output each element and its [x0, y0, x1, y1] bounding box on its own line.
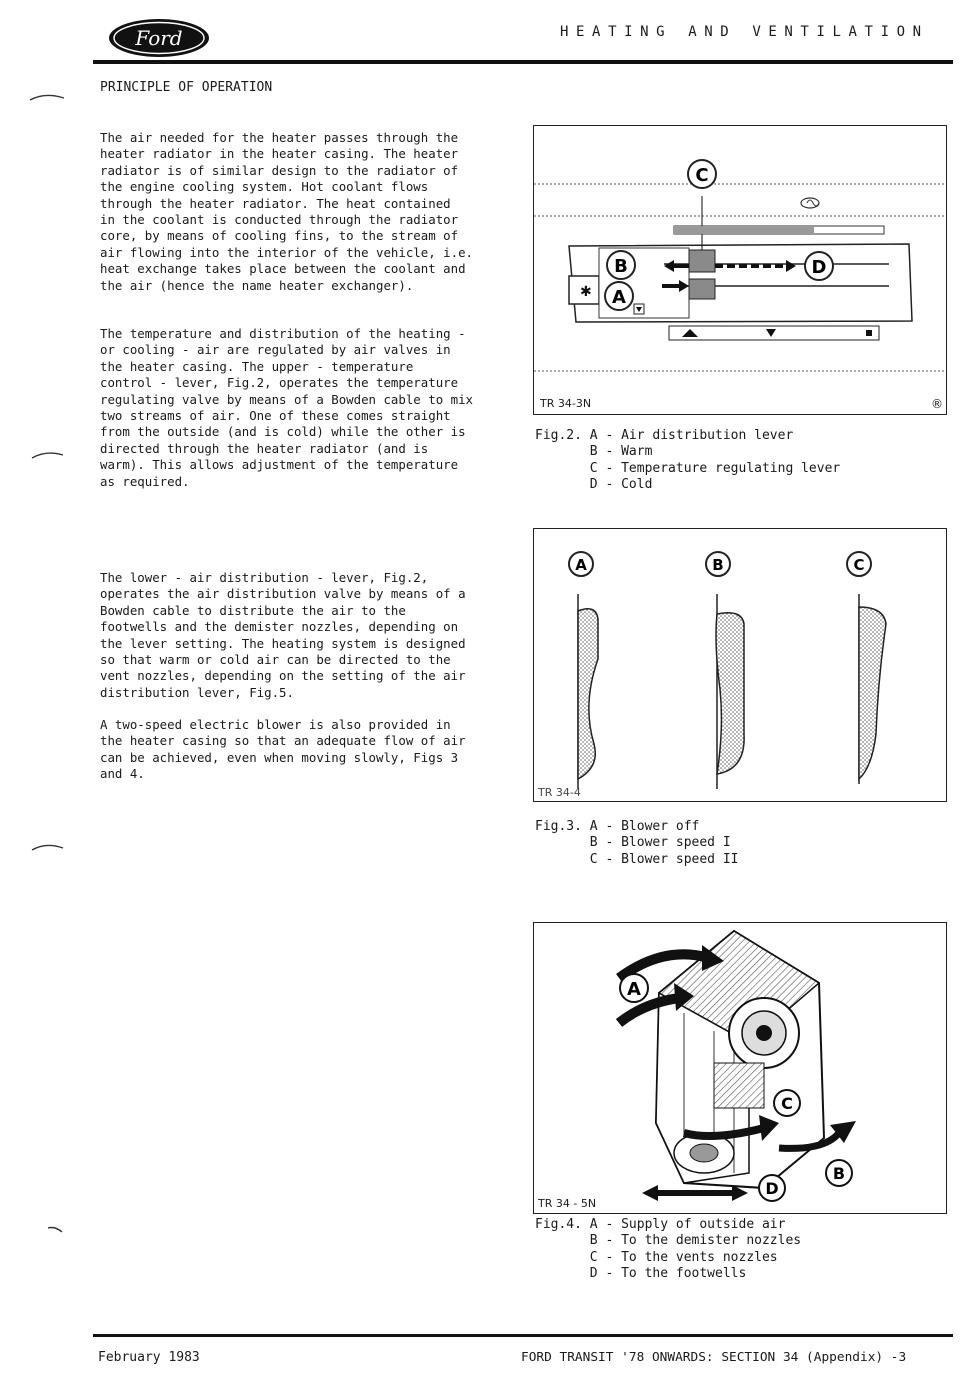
figure-3-label-b: B — [712, 556, 724, 574]
page-header-title: HEATING AND VENTILATION — [560, 24, 929, 40]
figure-3-code: TR 34-4 — [538, 786, 581, 799]
figure-2-heater-controls — [533, 125, 947, 415]
paragraph-air-distribution: The lower - air distribution - lever, Fig.2, operates the air distribution valve by means of a Bowden cable to distribute the air to the footwells and the demister nozzles, depending on the lever setting. The heating system is designed so that warm or cold air can be directed to the vent nozzles, depending on the setting of the air distribution lever, Fig.5. — [100, 570, 466, 700]
figure-4-caption: Fig.4. A - Supply of outside air B - To the demister nozzles C - To the vents nozzles D - To the footwells — [535, 1217, 802, 1281]
figure-3-label-a: A — [575, 556, 587, 574]
figure-4-label-c: C — [781, 1094, 793, 1113]
figure-3-caption: Fig.3. A - Blower off B - Blower speed I C - Blower speed II — [535, 819, 739, 867]
footer-rule — [93, 1334, 953, 1337]
paragraph-heater-radiator: The air needed for the heater passes through the heater radiator in the heater casing. The heater radiator is of similar design to the radiator of the engine cooling system. Hot coolant flows through the heater radiator. The heat contained in the coolant is conducted through the radiator core, by means of cooling fins, to the stream of air flowing into the interior of the vehicle, i.e. heat exchange takes place between the coolant and the air (hence the name heater exchanger). — [100, 130, 473, 293]
margin-marks — [0, 0, 90, 1392]
section-title: PRINCIPLE OF OPERATION — [100, 80, 273, 95]
ford-logo-text: Ford — [135, 26, 183, 50]
figure-2-caption: Fig.2. A - Air distribution lever B - Warm C - Temperature regulating lever D - Cold — [535, 428, 841, 492]
figure-3-blower-switch — [533, 528, 947, 802]
ford-logo — [108, 18, 210, 58]
figure-4-label-b: B — [832, 1164, 846, 1183]
paragraph-electric-blower: A two-speed electric blower is also provided in the heater casing so that an adequate flow of air can be achieved, even when moving slowly, Figs 3 and 4. — [100, 717, 466, 782]
figure-3-label-c: C — [853, 556, 865, 574]
figure-2-label-c: C — [695, 165, 709, 186]
figure-4-heater-casing-airflow — [533, 922, 947, 1214]
svg-text:®: ® — [931, 397, 943, 411]
figure-2-label-d: D — [811, 257, 827, 278]
header-rule — [93, 60, 953, 64]
footer-reference: FORD TRANSIT '78 ONWARDS: SECTION 34 (Appendix) -3 — [521, 1350, 907, 1365]
svg-text:✱: ✱ — [580, 284, 592, 300]
figure-2-label-b: B — [614, 256, 628, 277]
figure-2-code: TR 34-3N — [540, 397, 592, 410]
paragraph-temperature-control: The temperature and distribution of the heating - or cooling - air are regulated by air valves in the heater casing. The upper - temperature control - lever, Fig.2, operates the temperature regulating valve by means of a Bowden cable to mix two streams of air. One of these comes straight from the outside (and is cold) while the other is directed through the heater radiator (and is warm). This allows adjustment of the temperature as required. — [100, 326, 473, 489]
figure-4-code: TR 34 - 5N — [538, 1197, 597, 1210]
figure-2-label-a: A — [612, 287, 626, 308]
figure-4-label-a: A — [627, 979, 641, 1000]
figure-4-label-d: D — [765, 1179, 779, 1198]
footer-date: February 1983 — [98, 1350, 200, 1365]
